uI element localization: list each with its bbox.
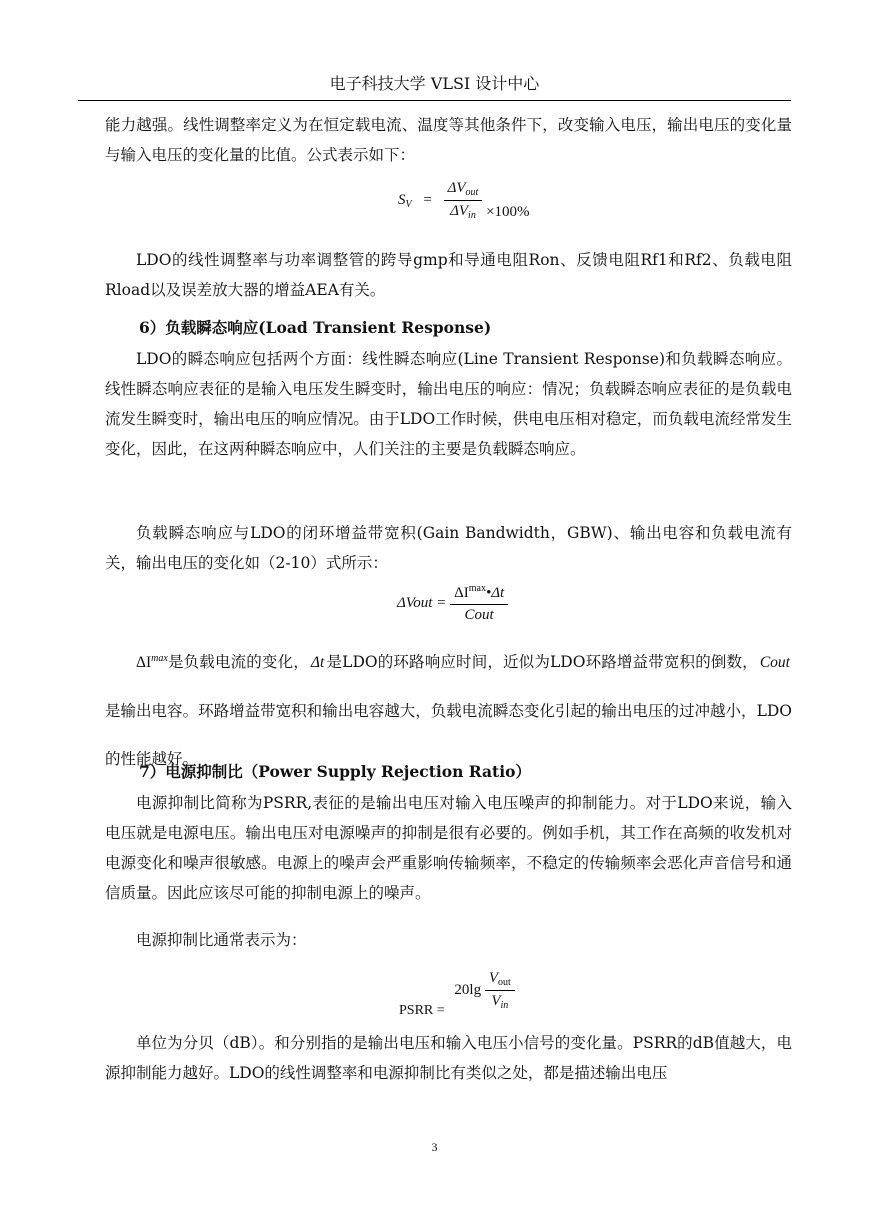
page-header: 电子科技大学 VLSI 设计中心 xyxy=(329,74,540,93)
page-number: 3 xyxy=(431,1140,438,1154)
header-divider xyxy=(78,100,791,101)
heading-load-transient: 6）负载瞬态响应(Load Transient Response) xyxy=(139,318,492,337)
fraction: $\frac{\Delta V_{out}}{\Delta V_{in}}$ xyxy=(444,180,483,221)
heading-psrr: 7）电源抑制比（Power Supply Rejection Ratio） xyxy=(139,762,531,781)
paragraph-psrr-expression: 电源抑制比通常表示为： xyxy=(136,931,307,949)
fraction: $\frac{V_{out}}{V_{in}}$ xyxy=(485,970,515,1011)
paragraph-transient-response: LDO的瞬态响应包括两个方面：线性瞬态响应(Line Transient Response)和负载瞬态响应。线性瞬态响应表征的是输入电压发生瞬变时，输出电压的响应：情况；负载瞬态响应表征的是负载电流发生瞬变时，输出电压的响应情况。由于LDO工作时候，供电电压相对稳定，而负载电流经常发生变化，因此，在这两种瞬态响应中，人们关注的主要是负载瞬态响应。 xyxy=(105,350,792,458)
formula-delta-vout: ΔVout = $\frac{\Delta I^{max}•\Delta t}{\text{Cout}}$ xyxy=(397,583,508,624)
paragraph-gbw: 负载瞬态响应与LDO的闭环增益带宽积(Gain Bandwidth，GBW)、输出电容和负载电流有关，输出电压的变化如（2-10）式所示： xyxy=(105,524,792,572)
paragraph-imax-explanation: $\Delta I^{max}$是负载电流的变化， Δt 是LDO的环路响应时间，近似为LDO环路增益带宽积的倒数， Cout是输出电容。环路增益带宽积和输出电容越大，负载电流瞬态变化引起的输出电压的过冲越小，LDO的性能越好。 xyxy=(105,653,792,768)
paragraph-line-regulation: 能力越强。线性调整率定义为在恒定载电流、温度等其他条件下，改变输入电压，输出电压的变化量与输入电压的变化量的比值。公式表示如下： xyxy=(105,116,792,164)
formula-line-regulation: $S_V$ = $\frac{\Delta V_{out}}{\Delta V_{in}}$ ×100% xyxy=(398,180,530,221)
paragraph-psrr: 电源抑制比简称为PSRR,表征的是输出电压对输入电压噪声的抑制能力。对于LDO来说，输入电压就是电源电压。输出电压对电源噪声的抑制是很有必要的。例如手机，其工作在高频的收发机对电源变化和噪声很敏感。电源上的噪声会严重影响传输频率，不稳定的传输频率会恶化声音信号和通信质量。因此应该尽可能的抑制电源上的噪声。 xyxy=(105,794,792,902)
paragraph-ldo-regulation: LDO的线性调整率与功率调整管的跨导gmp和导通电阻Ron、反馈电阻Rf1和Rf2、负载电阻Rload以及误差放大器的增益AEA有关。 xyxy=(105,251,792,299)
formula-psrr: PSRR = 20lg $\frac{V_{out}}{V_{in}}$ xyxy=(399,970,515,1011)
paragraph-db-unit: 单位为分贝（dB）。和分别指的是输出电压和输入电压小信号的变化量。PSRR的dB值越大，电源抑制能力越好。LDO的线性调整率和电源抑制比有类似之处，都是描述输出电压 xyxy=(105,1034,792,1082)
fraction: $\frac{\Delta I^{max}•\Delta t}{\text{Cout}}$ xyxy=(450,583,508,624)
